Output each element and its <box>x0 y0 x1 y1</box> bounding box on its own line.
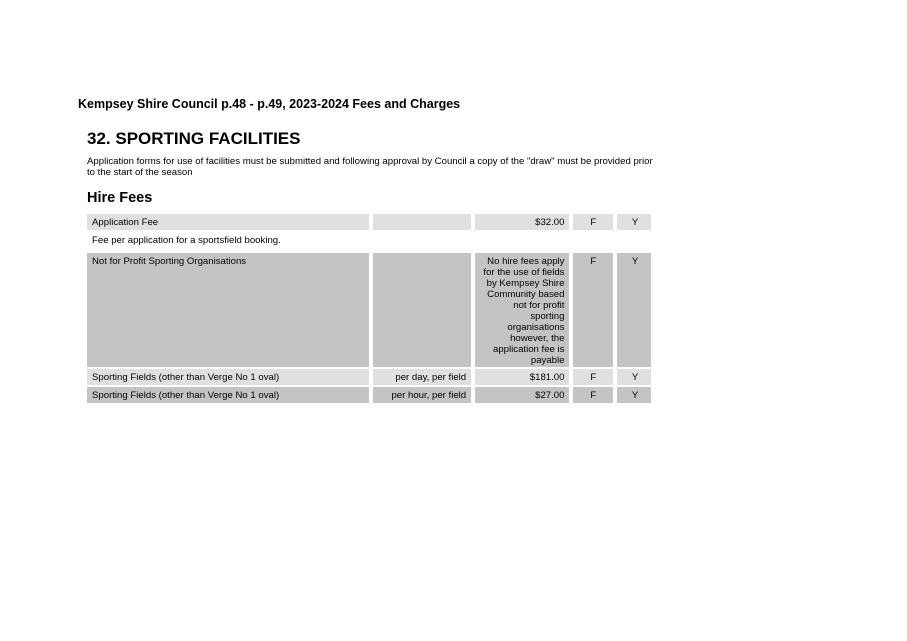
fee-flag: Y <box>617 214 651 230</box>
fee-amount: $27.00 <box>475 387 569 403</box>
fee-name: Application Fee <box>87 214 369 230</box>
fee-row-not-for-profit <box>87 253 651 367</box>
section-intro: Application forms for use of facilities must be submitted and following approval by Council a copy of the "draw" must be provided prior to the start of the season <box>87 156 653 178</box>
fee-unit: per hour, per field <box>373 387 471 403</box>
fee-gst-code: F <box>573 387 613 403</box>
fee-name: Sporting Fields (other than Verge No 1 oval) <box>87 387 369 403</box>
section-title: 32. SPORTING FACILITIES <box>87 129 301 148</box>
fee-unit <box>373 214 471 230</box>
fee-amount: $181.00 <box>475 369 569 385</box>
fee-amount: $32.00 <box>475 214 569 230</box>
fee-flag: Y <box>617 369 651 385</box>
fee-row-application-fee <box>87 214 651 230</box>
fee-unit: per day, per field <box>373 369 471 385</box>
fee-note: Fee per application for a sportsfield booking. <box>87 232 651 251</box>
fee-flag: Y <box>617 253 651 367</box>
fee-row-sporting-fields-per-day <box>87 369 651 385</box>
document-header: Kempsey Shire Council p.48 - p.49, 2023-2024 Fees and Charges <box>78 97 461 111</box>
fee-name: Sporting Fields (other than Verge No 1 oval) <box>87 369 369 385</box>
fee-row-sporting-fields-per-hour <box>87 387 651 403</box>
fee-amount: No hire fees apply for the use of fields by Kempsey Shire Community based not for profit sporting organisations however, the application fee is payable <box>475 253 569 367</box>
fee-gst-code: F <box>573 253 613 367</box>
fee-flag: Y <box>617 387 651 403</box>
fee-gst-code: F <box>573 369 613 385</box>
subsection-title: Hire Fees <box>87 190 153 206</box>
fee-gst-code: F <box>573 214 613 230</box>
fee-unit <box>373 253 471 367</box>
fee-name: Not for Profit Sporting Organisations <box>87 253 369 367</box>
fees-table <box>87 214 651 405</box>
